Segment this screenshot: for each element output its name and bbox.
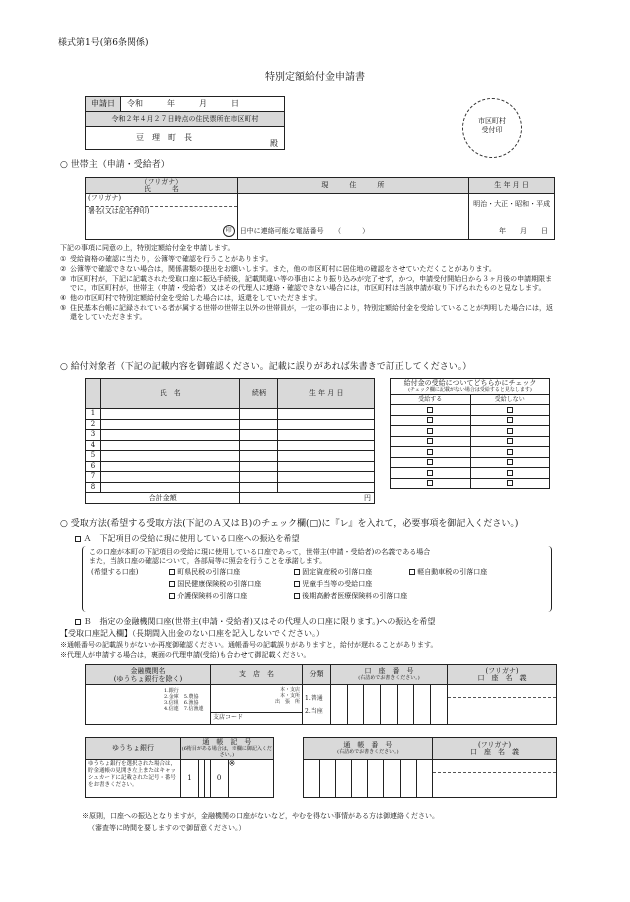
residency-label: 令和２年４月２７日時点の住民票所在市区町村	[85, 111, 285, 127]
account-number-subheader: (右詰めでお書きください。)	[358, 674, 420, 681]
bango-digit[interactable]	[336, 760, 352, 798]
col-birth: 生 年 月 日	[278, 379, 375, 409]
option-a-box	[82, 546, 552, 612]
receive-checkbox[interactable]	[427, 480, 433, 486]
receive-checkbox[interactable]	[427, 407, 433, 413]
yucho-holder-field[interactable]	[433, 760, 557, 798]
bank-subheader: (ゆうちょ銀行を除く)	[113, 674, 183, 683]
option-b-label: Ｂ 指定の金融機関口座(世帯主(申請・受給者)又はその代理人の口座に限ります。)への振込を希望	[83, 617, 436, 626]
bango-digit[interactable]	[319, 760, 335, 798]
bank-account-table	[85, 664, 557, 725]
yucho-note: ゆうちょ銀行を選択された場合は，貯金通帳の見開き左上またはキャッシュカードに記載された記号・番号をお書きください。	[86, 760, 181, 798]
account-option[interactable]: 介護保険料の引落口座	[169, 592, 247, 601]
account-number-header: 口 座 番 号	[364, 666, 414, 675]
yucho-holder-header: 口 座 名 義	[470, 747, 519, 756]
birth-ymd: 年 月 日	[499, 227, 548, 235]
kigo-digit-fixed: 0	[210, 760, 228, 798]
not-receive-checkbox[interactable]	[507, 428, 513, 434]
not-receive-checkbox[interactable]	[507, 480, 513, 486]
receive-checkbox[interactable]	[427, 417, 433, 423]
account-digit[interactable]	[331, 685, 348, 725]
name-header: 氏 名	[143, 184, 179, 193]
receive-checkbox[interactable]	[427, 449, 433, 455]
kigo-digit-fixed: 1	[181, 760, 199, 798]
not-receive-checkbox[interactable]	[507, 438, 513, 444]
kigo-subheader: (6桁目がある場合は，※欄に御記入ください。)	[181, 746, 272, 758]
mayor-suffix: 殿	[270, 139, 278, 148]
beneficiaries-table	[85, 378, 375, 504]
bango-digit[interactable]	[368, 760, 384, 798]
account-option[interactable]: 児童手当等の受給口座	[294, 580, 372, 589]
branch-code[interactable]: 支店コード	[211, 712, 302, 724]
not-receive-checkbox[interactable]	[507, 449, 513, 455]
receive-header: 受給する	[391, 395, 471, 405]
account-digit[interactable]	[397, 685, 414, 725]
account-option[interactable]: 後期高齢者医療保険料の引落口座	[294, 592, 407, 601]
beneficiaries-heading: ○ 給付対象者（下記の記載内容を御確認ください。記載に誤りがあれば朱書きで訂正してください。）	[60, 362, 472, 372]
table-row: 1	[86, 409, 375, 420]
stamp-text-2: 受付印	[481, 126, 503, 134]
bango-digit[interactable]	[384, 760, 400, 798]
table-row: 8	[86, 482, 375, 493]
bank-name-field[interactable]: 1.銀行 2.金庫 5.農協 3.信組 6.漁協 4.信連 7.信漁連	[86, 685, 211, 725]
table-row: 7	[86, 472, 375, 483]
receive-checkbox[interactable]	[427, 428, 433, 434]
birth-header: 生 年 月 日	[469, 178, 555, 194]
not-receive-header: 受給しない	[470, 395, 550, 405]
note-2: ※代理人が申請する場合は，裏面の代理申請(受給)も合わせて御記載ください。	[60, 651, 311, 659]
birth-field[interactable]	[469, 194, 555, 240]
option-a-checkbox[interactable]	[75, 536, 81, 542]
branch-header: 支 店 名	[211, 665, 303, 685]
option-b-checkbox[interactable]	[75, 619, 81, 625]
consent-item: ⑤ 住民基本台帳に記録されている者が属する世帯の世帯主以外の世帯員が，一定の事由により，特別定額給付金を受給していることが判明した場合には，返還をしていただきます。	[60, 304, 553, 321]
date-label: 申請日	[86, 97, 121, 111]
form-number: 様式第1号(第6条関係)	[58, 38, 149, 48]
consent-item: ③ 市区町村が，下記に記載された受取口座に振込手続後，記載間違い等の事由により振り込みが完了せず，かつ，申請受付開始日から３ヶ月後の申請期限までに，市区町村が，世帯主（申請・受給者）又はその代理人に連絡・確認できない場合には，市区町村は当該申請が取り下げられたものと見なします。	[60, 275, 553, 292]
header-block	[85, 96, 285, 151]
example-label: (希望する口座)	[91, 568, 139, 576]
receive-checkbox[interactable]	[427, 438, 433, 444]
total-label: 合計金額	[86, 493, 240, 504]
date-field[interactable]: 令和 年 月 日	[127, 99, 239, 108]
bango-digit[interactable]	[303, 760, 319, 798]
option-a-text-1: この口座が本町の下記項目の受給に現に使用している口座であって，世帯主(申請・受給者)の名義である場合	[89, 548, 431, 556]
account-digit[interactable]	[431, 685, 448, 725]
type-header: 分類	[303, 665, 331, 685]
account-digit[interactable]	[347, 685, 364, 725]
bango-subheader: (右詰めでお書きください。)	[337, 748, 399, 755]
bango-digit[interactable]	[416, 760, 432, 798]
table-row: 2	[86, 419, 375, 430]
yucho-name: ゆうちょ銀行	[86, 738, 181, 760]
option-a-text-2: また，当該口座の確認について，各部局等に照会を行うことを承諾します。	[89, 557, 327, 565]
account-digit[interactable]	[381, 685, 398, 725]
total-yen[interactable]: 円	[240, 493, 375, 504]
account-option[interactable]: 固定資産税の引落口座	[294, 568, 372, 577]
furigana-header: （フリガナ）	[140, 177, 183, 186]
table-row: 6	[86, 461, 375, 472]
bank-header: 金融機関名	[130, 666, 166, 675]
table-row: 3	[86, 430, 375, 441]
col-relation: 続柄	[240, 379, 278, 409]
mayor-name: 豆 理 町 長	[136, 133, 192, 142]
holder-field[interactable]	[448, 685, 557, 725]
furigana-field[interactable]: (フリガナ)	[86, 194, 237, 207]
method-heading: ○ 受取方法(希望する受取方法(下記のＡ又はＢ)のチェック欄(□)に『レ』を入れて，必要事項を御記入ください。)	[60, 519, 519, 529]
consent-intro: 下記の事項に同意の上，特別定額給付金を申請します。	[60, 244, 235, 252]
not-receive-checkbox[interactable]	[507, 459, 513, 465]
consent-item: ① 受給資格の確認に当たり，公簿等で確認を行うことがあります。	[60, 255, 273, 263]
address-header: 現 住 所	[237, 178, 468, 194]
receive-checkbox[interactable]	[427, 459, 433, 465]
option-b	[75, 617, 435, 627]
yucho-kana-header: (フリガナ)	[477, 740, 512, 749]
account-digit[interactable]	[364, 685, 381, 725]
reception-stamp-area	[462, 98, 522, 158]
yucho-table	[85, 737, 557, 798]
document-title: 特別定額給付金申請書	[265, 72, 365, 83]
account-option[interactable]: 町県民税の引落口座	[169, 568, 240, 577]
account-section-title: 【受取口座記入欄】（長期間入出金のない口座を記入しないでください。）	[60, 629, 324, 638]
signature-field[interactable]: 署名(又は記名押印)	[88, 207, 150, 215]
consent-item: ② 公簿等で確認できない場合は，関係書類の提出をお願いします。また，他の市区町村に居住地の確認をさせていただくことがあります。	[60, 265, 496, 273]
branch-name-field[interactable]: 本・支店 本・支所 出 張 所 支店コード	[211, 685, 303, 725]
phone-field[interactable]: 日中に連絡可能な電話番号 （ ）	[239, 227, 370, 235]
holder-kana-header: (フリガナ)	[485, 666, 519, 675]
receive-checkbox[interactable]	[427, 470, 433, 476]
head-section-heading: ○ 世帯主（申請・受給者）	[60, 160, 170, 170]
consent-item: ④ 他の市区町村で特別定額給付金を受給した場合には，返還をしていただきます。	[60, 294, 322, 302]
option-a	[75, 534, 300, 544]
not-receive-checkbox[interactable]	[507, 470, 513, 476]
table-row: 4	[86, 440, 375, 451]
receive-check-table	[390, 378, 550, 489]
consent-list	[60, 255, 558, 323]
option-a-label: Ａ 下記項目の受給に現に使用している口座への振込を希望	[83, 534, 300, 543]
holder-header: 口 座 名 義	[477, 673, 527, 682]
head-table	[85, 177, 555, 240]
bango-header: 通 帳 番 号	[343, 740, 393, 749]
bango-digit[interactable]	[352, 760, 368, 798]
account-option[interactable]: 軽自動車税の引落口座	[409, 568, 487, 577]
table-row: 5	[86, 451, 375, 462]
note-1: ※通帳番号の記載誤りがないか再度御確認ください。通帳番号の記載誤りがありますと，給付が遅れることがあります。	[60, 641, 438, 649]
stamp-text-1: 市区町村	[478, 117, 506, 125]
seal-mark: 印	[223, 225, 235, 237]
address-field[interactable]	[237, 194, 468, 240]
check-subheader: (チェック欄に記載がない場合は受給すると見なします)	[408, 386, 532, 393]
kigo-header: 通 帳 記 号	[202, 738, 252, 746]
footer-note-2: （審査等に時間を要しますので御留意ください。）	[88, 824, 246, 832]
account-digit[interactable]	[414, 685, 431, 725]
check-header: 給付金の受給についてどちらかにチェック	[403, 378, 537, 387]
account-type-field[interactable]: 1.普通 2.当座	[303, 685, 331, 725]
not-receive-checkbox[interactable]	[507, 417, 513, 423]
col-name: 氏 名	[100, 379, 240, 409]
footer-note-1: ※原則，口座への振込となりますが，金融機関の口座がないなど，やむを得ない事情がある方は御連絡ください。	[82, 812, 439, 820]
kigo-digit-extra[interactable]: ※	[228, 760, 273, 798]
era-options: 明治・大正・昭和・平成	[473, 200, 551, 208]
bango-digit[interactable]	[400, 760, 416, 798]
account-option[interactable]: 国民健康保険税の引落口座	[169, 580, 261, 589]
not-receive-checkbox[interactable]	[507, 407, 513, 413]
